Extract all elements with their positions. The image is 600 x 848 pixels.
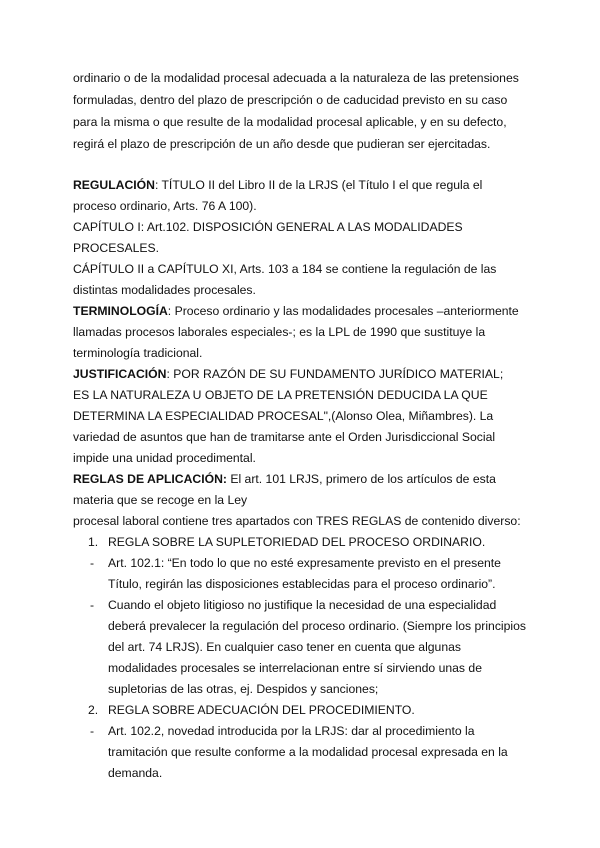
bullet-dash-3: - <box>90 724 95 738</box>
supletoriedad-line-4: modalidades procesales se interrelacionan entre sí sirviendo unas de <box>108 661 482 675</box>
bullet-dash-2: - <box>90 598 95 612</box>
supletoriedad-line-5: supletorias de las otras, ej. Despidos y sanciones; <box>108 682 379 696</box>
supletoriedad-line-3: del art. 74 LRJS). En cualquier caso tener en cuenta que algunas <box>108 640 461 654</box>
justificacion-line-2: ES LA NATURALEZA U OBJETO DE LA PRETENSIÓN DEDUCIDA LA QUE <box>73 388 488 402</box>
intro-line-3: para la misma o que resulte de la modalidad procesal aplicable, y en su defecto, <box>73 115 507 129</box>
reglas-heading: REGLAS DE APLICACIÓN: <box>73 472 227 486</box>
reglas-text-1: El art. 101 LRJS, primero de los artículos de esta <box>226 472 496 486</box>
art-102-2-line-1: Art. 102.2, novedad introducida por la LRJS: dar al procedimiento la <box>108 724 475 738</box>
art-102-1-line-1: Art. 102.1: “En todo lo que no esté expresamente previsto en el presente <box>108 556 501 570</box>
supletoriedad-line-1: Cuando el objeto litigioso no justifique la necesidad de una especialidad <box>108 598 497 612</box>
bullet-dash-1: - <box>90 556 95 570</box>
terminologia-heading: TERMINOLOGÍA <box>73 304 168 318</box>
regla-2-title: REGLA SOBRE ADECUACIÓN DEL PROCEDIMIENTO. <box>108 703 415 717</box>
regulacion-line-1 <box>73 175 482 196</box>
regulacion-heading: REGULACIÓN <box>73 178 155 192</box>
justificacion-line-3: DETERMINA LA ESPECIALIDAD PROCESAL",(Alonso Olea, Miñambres). La <box>73 409 494 423</box>
art-102-2-line-2: tramitación que resulte conforme a la modalidad procesal expresada en la <box>108 745 508 759</box>
justificacion-heading: JUSTIFICACIÓN <box>73 367 167 381</box>
regla-1-title: REGLA SOBRE LA SUPLETORIEDAD DEL PROCESO ORDINARIO. <box>108 535 486 549</box>
regulacion-line-3: CAPÍTULO I: Art.102. DISPOSICIÓN GENERAL A LAS MODALIDADES <box>73 220 463 234</box>
supletoriedad-line-2: deberá prevalecer la regulación del proceso ordinario. (Siempre los principios <box>108 619 526 633</box>
reglas-line-2: materia que se recoge en la Ley <box>73 493 248 507</box>
intro-line-4: regirá el plazo de prescripción de un año desde que pudieran ser ejercitadas. <box>73 137 491 151</box>
terminologia-line-3: terminología tradicional. <box>73 346 203 360</box>
regulacion-line-2: proceso ordinario, Arts. 76 A 100). <box>73 199 257 213</box>
regulacion-text-1: : TÍTULO II del Libro II de la LRJS (el Título I el que regula el <box>154 178 483 192</box>
regulacion-line-5: CÁPÍTULO II a CAPÍTULO XI, Arts. 103 a 184 se contiene la regulación de las <box>73 262 497 276</box>
terminologia-line-2: llamadas procesos laborales especiales-; es la LPL de 1990 que sustituye la <box>73 325 486 339</box>
terminologia-line-1 <box>73 301 519 322</box>
intro-line-1: ordinario o de la modalidad procesal adecuada a la naturaleza de las pretensiones <box>73 71 519 85</box>
list-number-1: 1. <box>88 535 99 549</box>
intro-line-2: formuladas, dentro del plazo de prescripción o de caducidad previsto en su caso <box>73 93 508 107</box>
regulacion-line-4: PROCESALES. <box>73 241 160 255</box>
terminologia-text-1: : Proceso ordinario y las modalidades procesales –anteriormente <box>167 304 519 318</box>
regulacion-line-6: distintas modalidades procesales. <box>73 283 256 297</box>
list-number-2: 2. <box>88 703 99 717</box>
art-102-1-line-2: Título, regirán las disposiciones establecidas para el proceso ordinario”. <box>108 577 496 591</box>
justificacion-line-5: impide una unidad procedimental. <box>73 451 256 465</box>
justificacion-line-1 <box>73 364 503 385</box>
art-102-2-line-3: demanda. <box>108 766 163 780</box>
reglas-line-1 <box>73 469 496 490</box>
justificacion-line-4: variedad de asuntos que han de tramitarse ante el Orden Jurisdiccional Social <box>73 430 496 444</box>
reglas-line-3: procesal laboral contiene tres apartados con TRES REGLAS de contenido diverso: <box>73 514 521 528</box>
justificacion-text-1: : POR RAZÓN DE SU FUNDAMENTO JURÍDICO MATERIAL; <box>166 367 504 381</box>
